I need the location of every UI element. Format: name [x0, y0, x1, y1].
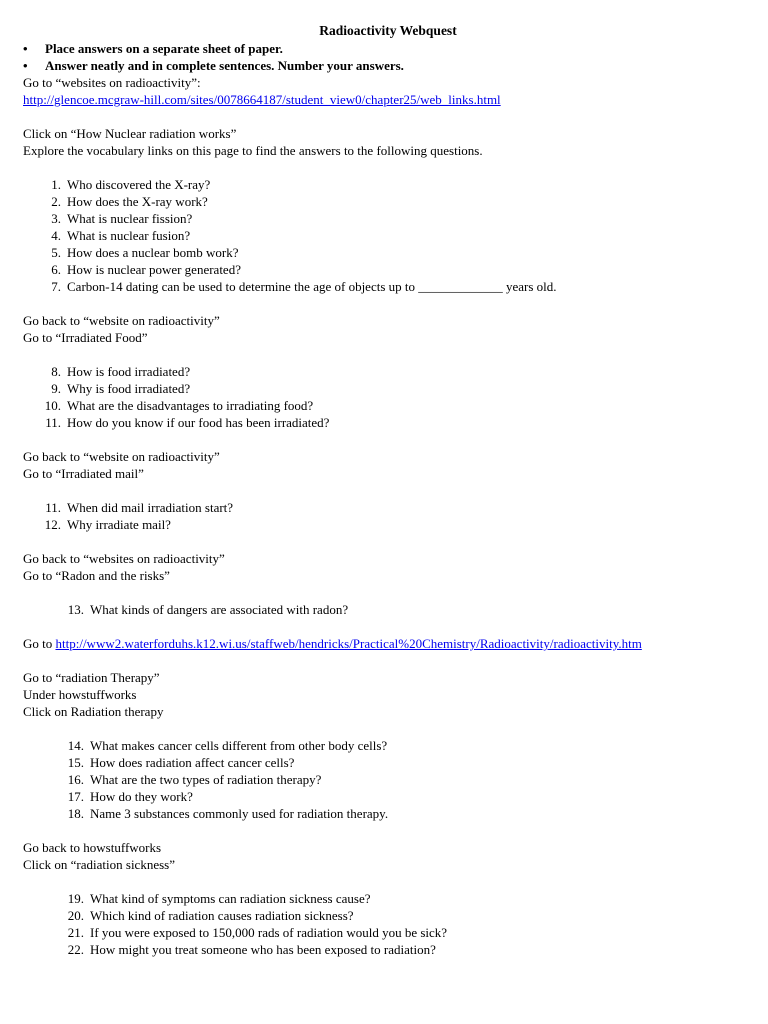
question-item [23, 907, 753, 924]
question-number: 4. [51, 228, 61, 243]
question-text: Carbon-14 dating can be used to determine the age of objects up to _____________ years old. [67, 279, 557, 294]
question-item [23, 516, 753, 533]
page-title: Radioactivity Webquest [319, 23, 457, 38]
question-text: What makes cancer cells different from other body cells? [90, 738, 388, 753]
question-item [23, 363, 753, 380]
bullet-icon: • [23, 58, 28, 73]
question-number: 14. [67, 738, 84, 753]
question-text: What is nuclear fusion? [67, 228, 191, 243]
section4-goback: Go back to “websites on radioactivity” [23, 551, 225, 566]
question-item [23, 193, 753, 210]
question-number: 17. [67, 789, 84, 804]
section7-click: Click on “radiation sickness” [23, 857, 175, 872]
question-number: 1. [51, 177, 61, 192]
question-text: If you were exposed to 150,000 rads of radiation would you be sick? [90, 925, 448, 940]
question-number: 8. [51, 364, 61, 379]
question-text: How does the X-ray work? [67, 194, 208, 209]
question-item [23, 244, 753, 261]
question-number: 11. [45, 500, 61, 515]
section6-click: Click on Radiation therapy [23, 704, 164, 719]
section1-instruction: Click on “How Nuclear radiation works” [23, 126, 237, 141]
question-number: 6. [51, 262, 61, 277]
question-number: 5. [51, 245, 61, 260]
worksheet-document [23, 22, 753, 958]
question-item [23, 601, 753, 618]
question-item [23, 737, 753, 754]
question-item [23, 890, 753, 907]
section7-questions [23, 890, 753, 958]
question-item [23, 380, 753, 397]
question-number: 13. [67, 602, 84, 617]
question-number: 12. [44, 517, 61, 532]
section6-under: Under howstuffworks [23, 687, 137, 702]
question-item [23, 261, 753, 278]
instruction-item [23, 57, 753, 74]
instruction-text: Place answers on a separate sheet of paper. [45, 41, 283, 56]
section5-goto-prefix: Go to [23, 636, 56, 651]
waterford-link[interactable]: http://www2.waterforduhs.k12.wi.us/staffweb/hendricks/Practical%20Chemistry/Radioactivity/radioactivity.htm [55, 636, 642, 651]
instruction-text: Answer neatly and in complete sentences. Number your answers. [45, 58, 404, 73]
question-item [23, 227, 753, 244]
instructions-list [23, 40, 753, 74]
question-number: 9. [51, 381, 61, 396]
question-item [23, 924, 753, 941]
question-number: 15. [67, 755, 84, 770]
question-text: How does a nuclear bomb work? [67, 245, 239, 260]
question-number: 2. [51, 194, 61, 209]
section2-goback: Go back to “website on radioactivity” [23, 313, 220, 328]
section1-questions [23, 176, 753, 295]
question-text: How is nuclear power generated? [67, 262, 241, 277]
section6-questions [23, 737, 753, 822]
question-text: How is food irradiated? [67, 364, 191, 379]
question-item [23, 805, 753, 822]
question-item [23, 754, 753, 771]
question-item [23, 397, 753, 414]
question-number: 3. [51, 211, 61, 226]
question-text: How does radiation affect cancer cells? [90, 755, 295, 770]
question-number: 21. [67, 925, 84, 940]
section2-questions [23, 363, 753, 431]
question-item [23, 771, 753, 788]
question-item [23, 210, 753, 227]
question-item [23, 788, 753, 805]
question-item [23, 414, 753, 431]
question-text: What kinds of dangers are associated with radon? [90, 602, 349, 617]
instruction-item [23, 40, 753, 57]
question-text: Who discovered the X-ray? [67, 177, 211, 192]
question-number: 7. [51, 279, 61, 294]
question-text: How might you treat someone who has been exposed to radiation? [90, 942, 436, 957]
intro-goto-text: Go to “websites on radioactivity”: [23, 75, 201, 90]
question-number: 22. [67, 942, 84, 957]
section6-goto: Go to “radiation Therapy” [23, 670, 160, 685]
section4-questions [23, 601, 753, 618]
question-number: 10. [44, 398, 61, 413]
question-text: When did mail irradiation start? [67, 500, 234, 515]
question-text: What are the disadvantages to irradiating food? [67, 398, 314, 413]
question-item [23, 176, 753, 193]
question-number: 20. [67, 908, 84, 923]
bullet-icon: • [23, 41, 28, 56]
glencoe-link[interactable]: http://glencoe.mcgraw-hill.com/sites/0078664187/student_view0/chapter25/web_links.html [23, 92, 501, 107]
section1-explore: Explore the vocabulary links on this page to find the answers to the following questions. [23, 143, 483, 158]
section3-goback: Go back to “website on radioactivity” [23, 449, 220, 464]
question-text: What kind of symptoms can radiation sickness cause? [90, 891, 371, 906]
question-item [23, 278, 753, 295]
section4-goto: Go to “Radon and the risks” [23, 568, 170, 583]
question-number: 11. [45, 415, 61, 430]
section3-questions [23, 499, 753, 533]
question-text: Why irradiate mail? [67, 517, 171, 532]
question-item [23, 499, 753, 516]
question-text: What are the two types of radiation therapy? [90, 772, 322, 787]
question-text: Why is food irradiated? [67, 381, 191, 396]
question-text: How do you know if our food has been irradiated? [67, 415, 330, 430]
section3-goto: Go to “Irradiated mail” [23, 466, 144, 481]
question-number: 19. [67, 891, 84, 906]
section5-goto-line [23, 635, 753, 652]
question-number: 16. [67, 772, 84, 787]
question-number: 18. [67, 806, 84, 821]
question-text: Name 3 substances commonly used for radiation therapy. [90, 806, 389, 821]
section2-goto: Go to “Irradiated Food” [23, 330, 148, 345]
question-text: How do they work? [90, 789, 193, 804]
question-text: Which kind of radiation causes radiation sickness? [90, 908, 354, 923]
section7-goback: Go back to howstuffworks [23, 840, 162, 855]
question-item [23, 941, 753, 958]
question-text: What is nuclear fission? [67, 211, 193, 226]
